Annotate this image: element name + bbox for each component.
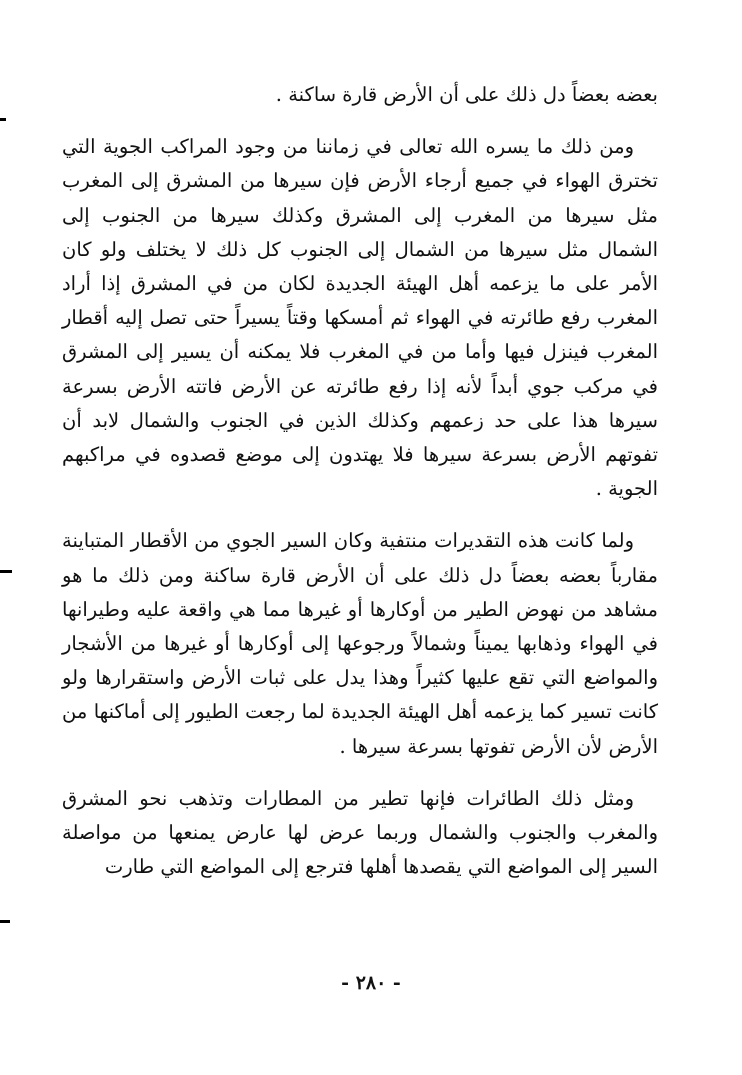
page-body <box>62 78 658 884</box>
margin-mark-top <box>0 118 6 121</box>
margin-mark-bottom <box>0 920 10 923</box>
paragraph-air-vehicles: ومن ذلك ما يسره الله تعالى في زماننا من وجود المراكب الجوية التي تخترق الهواء في جميع أرجاء الأرض فإن سيرها من المشرق إلى المغرب مثل سيرها من المغرب إلى المشرق وكذلك سيرها من الجنوب إلى الشمال مثل سيرها من الشمال إلى الجنوب كل ذلك لا يختلف ولو كان الأمر على ما يزعمه أهل الهيئة الجديدة لكان من في المشرق إذا أراد المغرب رفع طائرته في الهواء ثم أمسكها وقتاً يسيراً حتى تصل إليه أقطار المغرب فينزل فيها وأما من في المغرب فلا يمكنه أن يسير إلى المشرق في مركب جوي أبداً لأنه إذا رفع طائرته عن الأرض فاتته الأرض بسرعة سيرها هذا على حد زعمهم وكذلك الذين في الجنوب والشمال لابد أن تفوتهم الأرض بسرعة سيرها فلا يهتدون إلى موضع قصدوه في مراكبهم الجوية . <box>62 135 658 501</box>
paragraph-birds: ولما كانت هذه التقديرات منتفية وكان السير الجوي من الأقطار المتباينة مقارباً بعضه بعضاً دل ذلك على أن الأرض قارة ساكنة ومن ذلك ما هو مشاهد من نهوض الطير من أوكارها أو غيرها مما هي واقعة عليه وطيرانها في الهواء وذهابها يميناً وشمالاً ورجوعها إلى أوكارها أو غيرها من الأشجار والمواضع التي تقع عليها كثيراً وهذا يدل على ثبات الأرض واستقرارها ولو كانت تسير كما يزعمه أهل الهيئة الجديدة لما رجعت الطيور إلى أماكنها من الأرض لأن الأرض تفوتها بسرعة سيرها . <box>62 529 658 758</box>
paragraph-continuation: بعضه بعضاً دل ذلك على أن الأرض قارة ساكنة . <box>275 83 658 106</box>
page-number: - ٢٨٠ - <box>341 972 401 994</box>
paragraph-airplanes: ومثل ذلك الطائرات فإنها تطير من المطارات وتذهب نحو المشرق والمغرب والجنوب والشمال وربما عرض لها عارض يمنعها من مواصلة السير إلى المواضع التي يقصدها أهلها فترجع إلى المواضع التي طارت <box>62 786 658 879</box>
margin-mark-middle <box>0 570 12 573</box>
